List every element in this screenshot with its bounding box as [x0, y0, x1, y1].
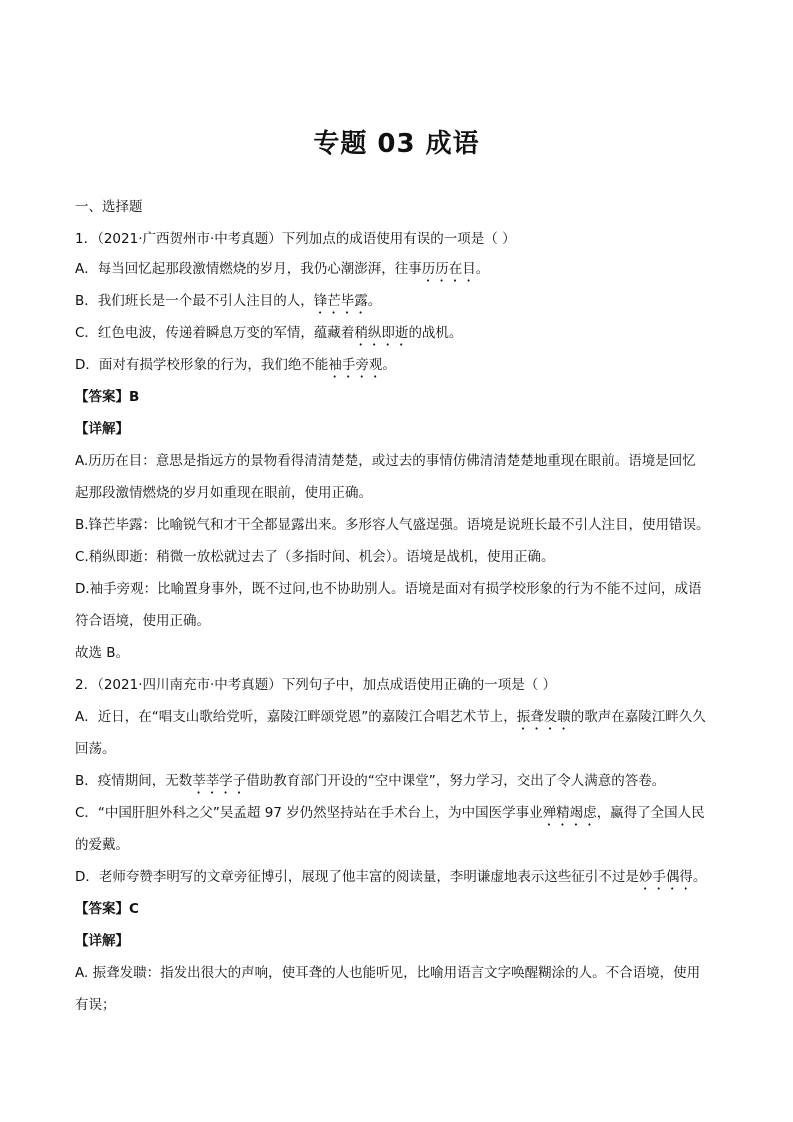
q2-option-c-pre: C．“中国肝胆外科之父”吴孟超 97 岁仍然坚持站在手术台上，为中国医学事业 — [75, 805, 543, 821]
q1-detail-label: 【详解】 — [75, 421, 129, 437]
q2-option-b-pre: B．疫情期间，无数 — [75, 773, 193, 789]
q2-explain-line: 有误； — [75, 997, 116, 1013]
q1-option-c-pre: C．红色电波，传递着瞬息万变的军情，蕴藏着 — [75, 325, 355, 341]
q2-answer: 【答案】C — [75, 901, 139, 917]
q1-option-a-post: 。 — [475, 261, 490, 277]
q2-option-c — [75, 803, 705, 829]
q2-option-b-post: 借助教育部门开设的“空中课堂”，努力学习，交出了令人满意的答卷。 — [246, 773, 666, 789]
q2-option-a-pre: A．近日，在“唱支山歌给党听，嘉陵江畔颂党恩”的嘉陵江合唱艺术节上， — [75, 709, 517, 725]
q2-option-c-idiom: 殚精竭虑 — [542, 805, 597, 821]
q1-option-c — [75, 323, 462, 349]
q1-option-a — [75, 259, 489, 285]
q2-stem: 2．（2021·四川南充市·中考真题）下列句子中，加点成语使用正确的一项是（ ） — [75, 677, 557, 693]
q2-option-d-pre: D．老师夸赞李明写的文章旁征博引，展现了他丰富的阅读量，李明谦虚地表示这些征引不过是 — [75, 869, 639, 885]
q1-option-a-idiom: 历历在目 — [421, 261, 476, 277]
q1-explain-line: D.袖手旁观：比喻置身事外，既不过问,也不协助别人。语境是面对有损学校形象的行为不能不过问，成语 — [75, 581, 702, 597]
q1-explain-line: C.稍纵即逝：稍微一放松就过去了（多指时间、机会）。语境是战机，使用正确。 — [75, 549, 555, 565]
q1-option-b-post: 。 — [367, 293, 382, 309]
q2-detail-label: 【详解】 — [75, 933, 129, 949]
q1-option-d-post: 。 — [382, 357, 396, 373]
q1-option-d — [75, 355, 396, 381]
q1-explain-line: 故选 B。 — [75, 645, 130, 661]
q1-option-b — [75, 291, 381, 317]
q1-explain-line: A.历历在目：意思是指远方的景物看得清清楚楚，或过去的事情仿佛清清楚楚地重现在眼前。语境是回忆 — [75, 453, 696, 469]
q2-option-a-cont: 回荡。 — [75, 741, 116, 757]
q2-option-d-post: 。 — [692, 869, 707, 885]
q2-option-c-cont: 的爱戴。 — [75, 837, 129, 853]
q2-option-b — [75, 771, 665, 797]
q2-option-d — [75, 867, 706, 893]
section-heading: 一、选择题 — [75, 199, 143, 215]
q2-explain-line: A. 振聋发聩：指发出很大的声响，使耳聋的人也能听见，比喻用语言文字唤醒糊涂的人。不合语境，使用 — [75, 965, 701, 981]
q1-option-a-pre: A．每当回忆起那段激情燃烧的岁月，我仍心潮澎湃，往事 — [75, 261, 422, 277]
q2-option-a-idiom: 振聋发聩 — [516, 709, 571, 725]
q1-option-b-idiom: 锋芒毕露 — [313, 293, 368, 309]
q2-option-a-post: 的歌声在嘉陵江畔久久 — [570, 709, 706, 725]
q1-option-b-pre: B．我们班长是一个最不引人注目的人， — [75, 293, 314, 309]
q1-stem: 1．（2021·广西贺州市·中考真题）下列加点的成语使用有误的一项是（ ） — [75, 231, 516, 247]
q1-option-d-idiom: 袖手旁观 — [328, 357, 383, 373]
q2-option-d-idiom: 妙手偶得 — [638, 869, 693, 885]
q2-option-c-post: ，赢得了全国人民 — [596, 805, 705, 821]
q1-option-d-pre: D．面对有损学校形象的行为，我们绝不能 — [75, 357, 329, 373]
q1-option-c-idiom: 稍纵即逝 — [354, 325, 409, 341]
q1-answer: 【答案】B — [75, 389, 140, 405]
page-title: 专题 03 成语 — [313, 129, 480, 159]
q1-explain-line: 起那段激情燃烧的岁月如重现在眼前，使用正确。 — [75, 485, 372, 501]
q2-option-b-idiom: 莘莘学子 — [192, 773, 247, 789]
q1-explain-line: B.锋芒毕露：比喻锐气和才干全都显露出来。多形容人气盛逞强。语境是说班长最不引人注目，使用错误。 — [75, 517, 710, 533]
q2-option-a — [75, 707, 706, 733]
q1-option-c-post: 的战机。 — [408, 325, 463, 341]
q1-explain-line: 符合语境，使用正确。 — [75, 613, 210, 629]
